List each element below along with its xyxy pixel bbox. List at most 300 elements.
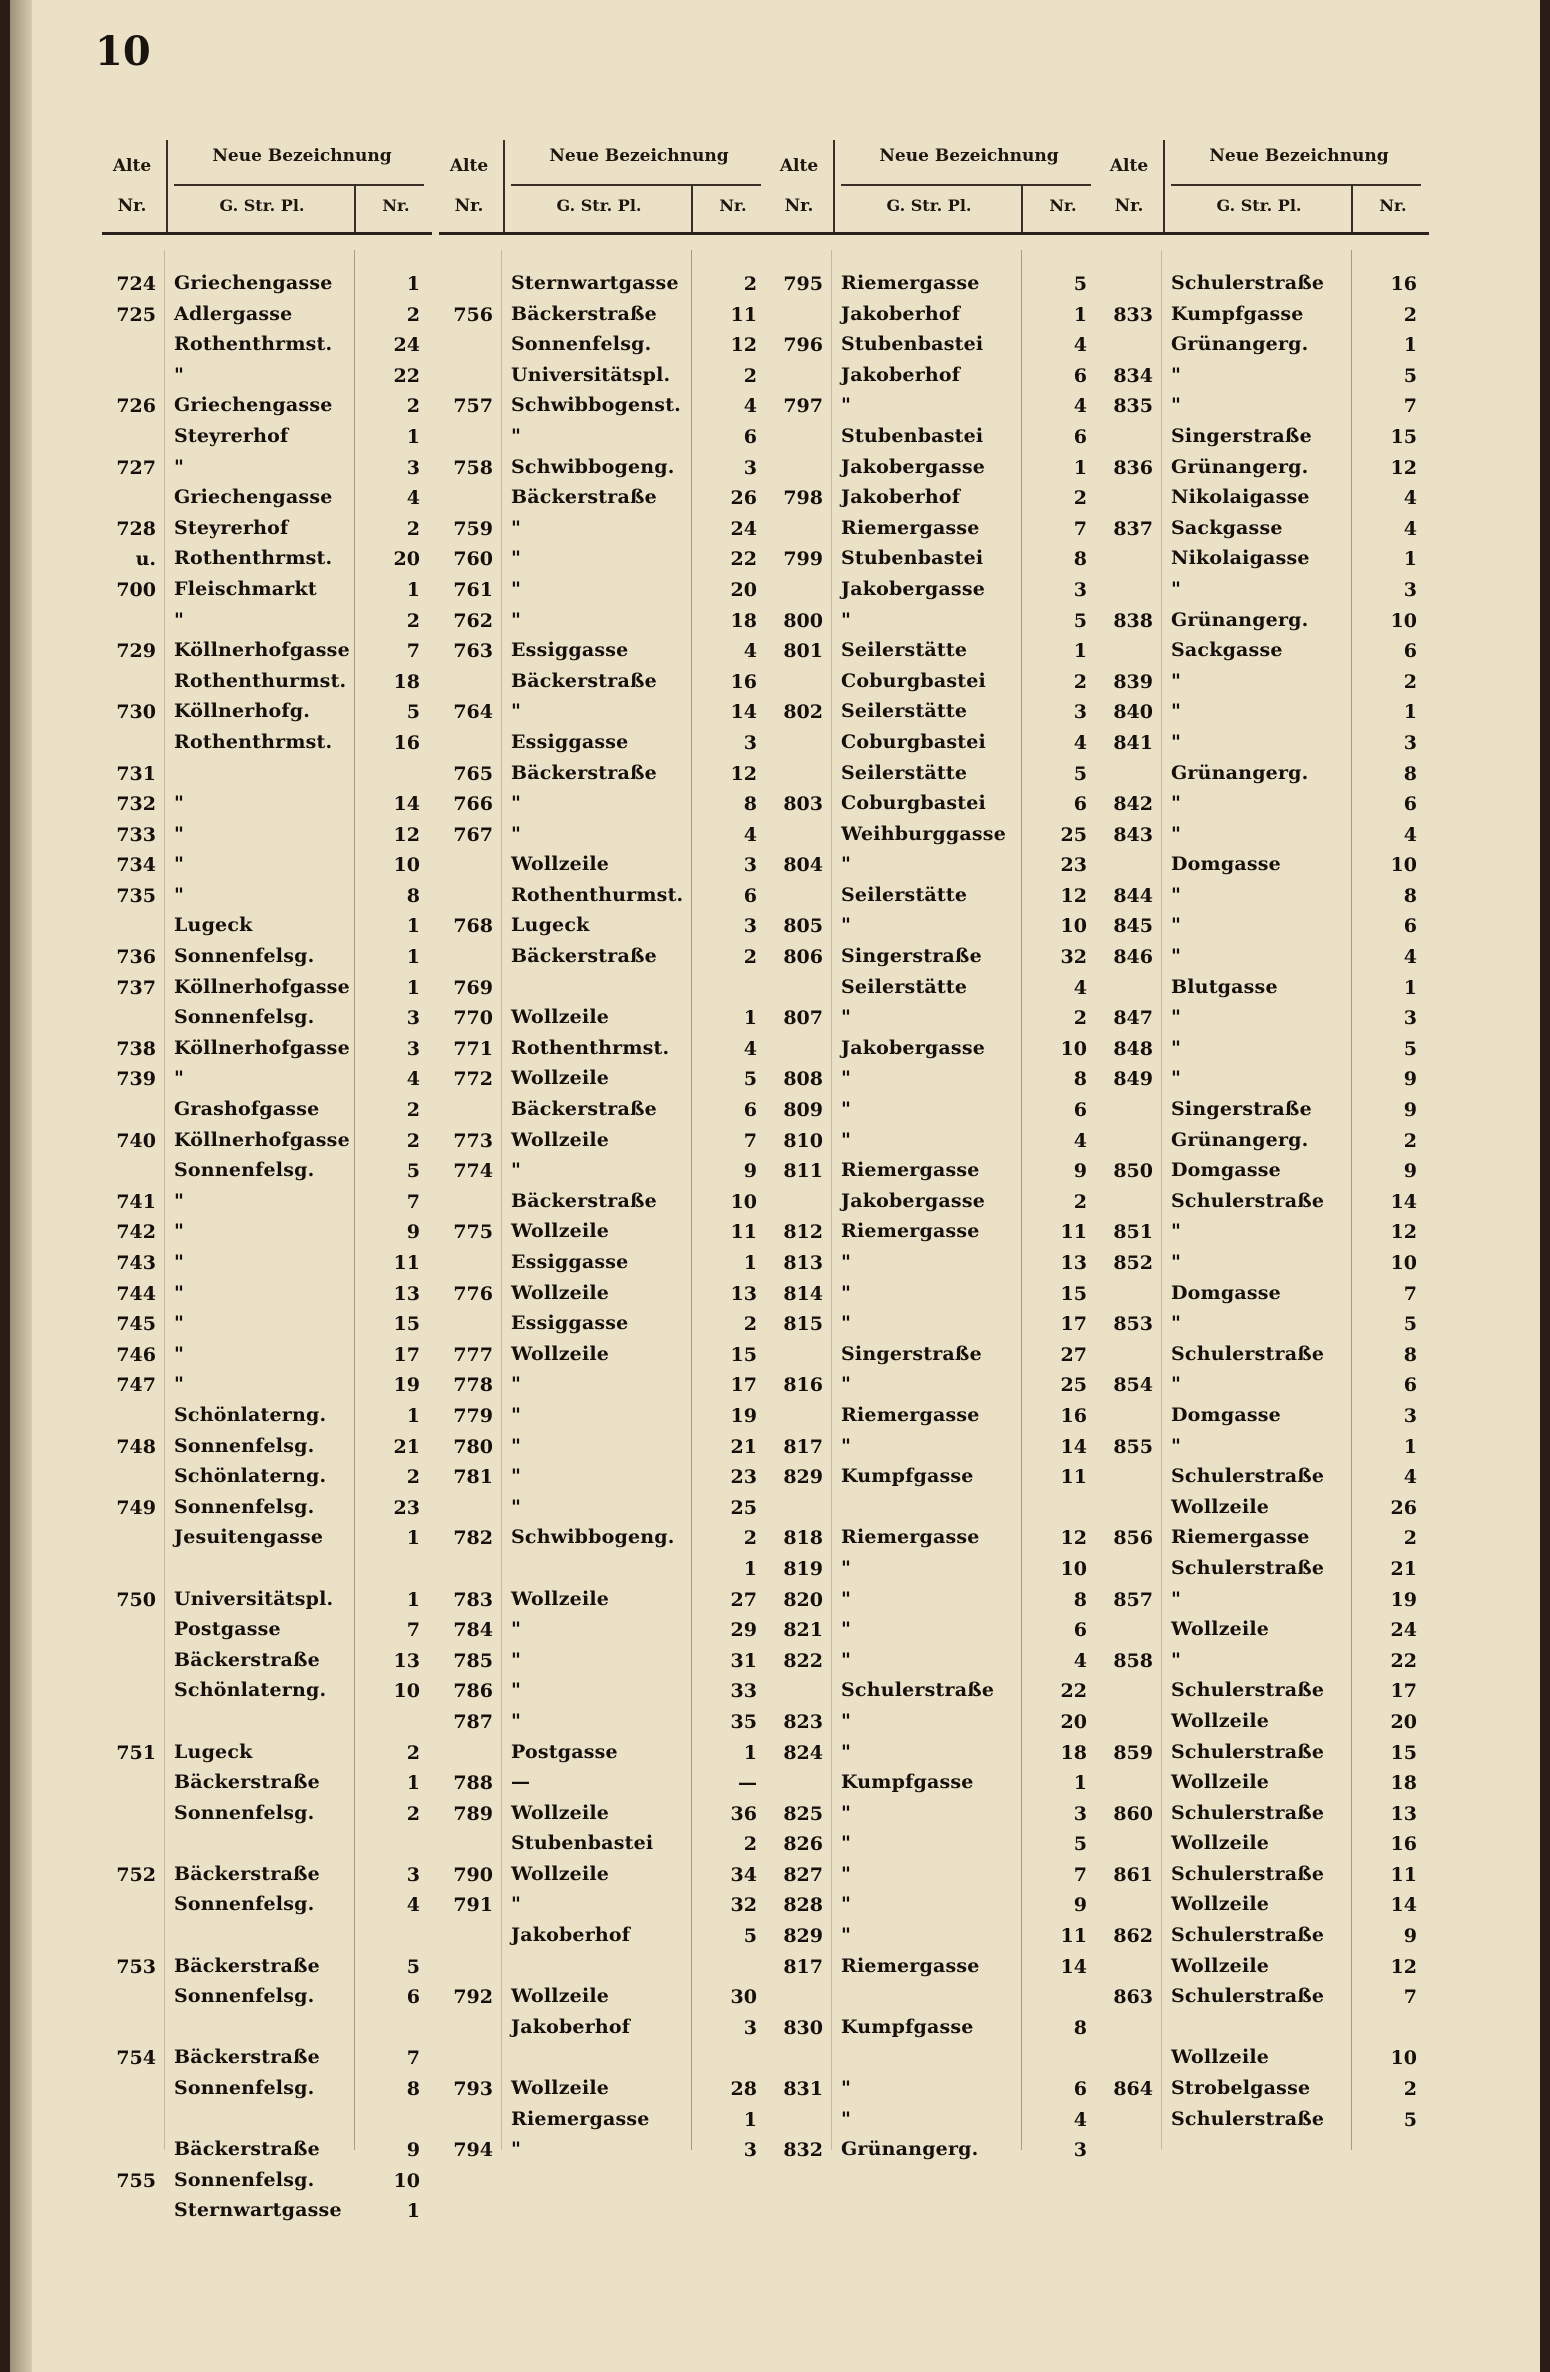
new-number: 12 — [1390, 1955, 1417, 1978]
new-number: 12 — [730, 762, 757, 785]
old-number: 829 — [783, 1466, 823, 1489]
new-number: 26 — [730, 487, 757, 510]
street-name: Sonnenfelsg. — [174, 2077, 315, 2100]
table-row — [102, 1157, 432, 1188]
old-number: 861 — [1113, 1863, 1153, 1886]
table-row — [102, 1310, 432, 1341]
new-number: 8 — [406, 884, 420, 907]
table-row — [769, 1371, 1099, 1402]
old-number: 851 — [1113, 1221, 1153, 1244]
table-row — [1099, 698, 1429, 729]
table-row — [1099, 1708, 1429, 1739]
new-number: 3 — [1403, 1404, 1417, 1427]
table-row — [769, 331, 1099, 362]
old-number: 859 — [1113, 1741, 1153, 1764]
old-number: 733 — [116, 823, 156, 846]
header-divider — [691, 186, 693, 232]
new-number: 10 — [393, 1680, 420, 1703]
new-number: 12 — [1390, 456, 1417, 479]
new-number: 10 — [393, 854, 420, 877]
new-number: 6 — [1403, 640, 1417, 663]
old-number: 813 — [783, 1252, 823, 1274]
old-number: 844 — [1113, 884, 1153, 907]
table-row — [102, 515, 432, 546]
header-new-nr-label: Nr. — [1049, 196, 1077, 215]
table-row — [102, 1708, 432, 1739]
table-row — [102, 1983, 432, 2014]
street-name: Wollzeile — [511, 1128, 610, 1151]
street-name: Adlergasse — [174, 302, 293, 325]
table-row — [102, 2014, 432, 2045]
street-name: Wollzeile — [511, 1342, 610, 1365]
new-number: 1 — [743, 1007, 757, 1030]
street-name: Weihburggasse — [841, 822, 1006, 845]
new-number: 5 — [1073, 1833, 1087, 1856]
street-name: Postgasse — [511, 1740, 618, 1763]
street-name: Kumpfgasse — [1171, 302, 1304, 325]
table-row — [102, 1586, 432, 1617]
street-name: Rothenthrmst. — [174, 730, 333, 753]
new-number: 10 — [1390, 609, 1417, 632]
table-row — [1099, 331, 1429, 362]
street-name: Schulerstraße — [1171, 2107, 1325, 2130]
header-divider — [174, 184, 424, 186]
street-name: Bäckerstraße — [174, 1648, 320, 1671]
table-row — [769, 1004, 1099, 1035]
street-name: Universitätspl. — [174, 1587, 334, 1610]
new-number: 30 — [730, 1986, 757, 2009]
table-row — [439, 1065, 769, 1096]
new-number: 20 — [1060, 1710, 1087, 1733]
new-number: 8 — [1073, 548, 1087, 571]
new-number: 2 — [406, 1741, 420, 1764]
table-row — [1099, 760, 1429, 791]
street-name: " — [1171, 577, 1182, 600]
header-new-nr-label: Nr. — [719, 196, 747, 215]
table-row — [1099, 1463, 1429, 1494]
new-number: 3 — [743, 456, 757, 479]
new-number: 2 — [1073, 1190, 1087, 1213]
table-row — [1099, 1586, 1429, 1617]
street-name: Coburgbastei — [841, 669, 986, 692]
new-number: 3 — [1403, 731, 1417, 754]
new-number: 6 — [1073, 1099, 1087, 1122]
new-number: 1 — [1403, 548, 1417, 571]
street-name: Essiggasse — [511, 639, 629, 662]
new-number: 1 — [406, 425, 420, 448]
table-row — [102, 1800, 432, 1831]
header-neue-bezeichnung: Neue Bezeichnung — [549, 146, 729, 166]
street-name: Wollzeile — [511, 1220, 610, 1243]
old-number: 767 — [453, 823, 493, 846]
header-neue-bezeichnung: Neue Bezeichnung — [1209, 146, 1389, 166]
street-name: Bäckerstraße — [511, 302, 657, 325]
table-row — [102, 2167, 432, 2198]
street-name: Steyrerhof — [174, 516, 289, 539]
street-name: " — [1171, 700, 1182, 723]
old-number: 780 — [453, 1435, 493, 1458]
old-number: 808 — [783, 1068, 823, 1091]
street-name: Schulerstraße — [1171, 1801, 1325, 1824]
street-name: " — [174, 883, 185, 906]
table-row — [102, 1188, 432, 1219]
table-row — [769, 1983, 1099, 2014]
table-row — [102, 1249, 432, 1280]
old-number: 732 — [116, 793, 156, 816]
table-row — [1099, 668, 1429, 699]
street-name: Wollzeile — [1171, 1832, 1270, 1855]
street-name: Coburgbastei — [841, 792, 986, 815]
table-row — [1099, 729, 1429, 760]
new-number: 2 — [743, 1313, 757, 1336]
street-name: Riemergasse — [841, 1403, 980, 1426]
new-number: 14 — [1060, 1955, 1087, 1978]
new-number: 4 — [743, 1037, 757, 1060]
new-number: 3 — [406, 1007, 420, 1030]
street-name: Singerstraße — [841, 945, 982, 968]
street-name: Schönlaterng. — [174, 1403, 327, 1426]
street-name: Wollzeile — [1171, 2046, 1270, 2069]
table-row — [102, 668, 432, 699]
street-name: Sonnenfelsg. — [174, 1985, 315, 2008]
table-row — [102, 1035, 432, 1066]
street-name: Rothenthrmst. — [174, 547, 333, 570]
new-number: 15 — [1390, 425, 1417, 448]
new-number: 10 — [1390, 2047, 1417, 2070]
street-name: " — [1171, 1587, 1182, 1610]
new-number: 4 — [1403, 1466, 1417, 1489]
table-row — [439, 2014, 769, 2045]
old-number: 727 — [116, 456, 156, 479]
street-name: Jesuitengasse — [174, 1526, 324, 1549]
table-row — [769, 1402, 1099, 1433]
street-name: " — [511, 424, 522, 447]
old-number: 835 — [1113, 395, 1153, 418]
old-number: 838 — [1113, 609, 1153, 632]
new-number: 2 — [1403, 1129, 1417, 1152]
new-number: 23 — [1060, 854, 1087, 877]
table-row — [1099, 1830, 1429, 1861]
table-row — [439, 1800, 769, 1831]
street-name: Schulerstraße — [1171, 1740, 1325, 1763]
street-name: Essiggasse — [511, 1312, 629, 1335]
table-row — [769, 423, 1099, 454]
new-number: 4 — [1073, 976, 1087, 999]
table-row — [102, 698, 432, 729]
table-row — [439, 821, 769, 852]
table-section-3 — [769, 140, 1099, 2162]
street-name: Stubenbastei — [841, 547, 984, 570]
old-number: 840 — [1113, 701, 1153, 724]
table-row — [439, 1739, 769, 1770]
table-row — [1099, 1739, 1429, 1770]
table-row — [102, 2075, 432, 2106]
new-number: 14 — [1390, 1894, 1417, 1917]
new-number: 25 — [1060, 1374, 1087, 1397]
old-number: 798 — [783, 487, 823, 510]
table-row — [102, 1433, 432, 1464]
street-name: Jakoberhof — [841, 363, 961, 386]
header-divider — [1171, 184, 1421, 186]
street-name: Wollzeile — [1171, 1893, 1270, 1916]
old-number: 752 — [116, 1863, 156, 1886]
street-name: Bäckerstraße — [511, 761, 657, 784]
street-name: Sonnenfelsg. — [174, 945, 315, 968]
street-name: Griechengasse — [174, 272, 333, 294]
table-row — [769, 392, 1099, 423]
table-row — [769, 1341, 1099, 1372]
table-row — [769, 974, 1099, 1005]
table-row — [439, 454, 769, 485]
table-row — [1099, 974, 1429, 1005]
new-number: 9 — [1403, 1925, 1417, 1948]
table-row — [1099, 1402, 1429, 1433]
header-divider — [1351, 186, 1353, 232]
street-name: Grünangerg. — [1171, 455, 1309, 478]
street-name: Jakobergasse — [841, 1189, 986, 1212]
old-number: 742 — [116, 1221, 156, 1244]
new-number: 13 — [393, 1282, 420, 1305]
old-number: 772 — [453, 1068, 493, 1091]
street-name: " — [841, 1648, 852, 1671]
new-number: 11 — [730, 303, 757, 326]
street-name: Sonnenfelsg. — [174, 1006, 315, 1029]
street-name: Wollzeile — [1171, 1495, 1270, 1518]
street-name: Domgasse — [1171, 1281, 1281, 1304]
table-row — [102, 454, 432, 485]
new-number: 29 — [730, 1619, 757, 1642]
table-row — [1099, 1188, 1429, 1219]
new-number: 10 — [393, 2169, 420, 2192]
old-number: 854 — [1113, 1374, 1153, 1397]
street-name: Seilerstätte — [841, 700, 968, 723]
old-number: 724 — [116, 273, 156, 295]
table-row — [1099, 1953, 1429, 1984]
new-number: 32 — [730, 1894, 757, 1917]
new-number: 5 — [1403, 1313, 1417, 1336]
new-number: 17 — [1390, 1680, 1417, 1703]
street-name: " — [841, 1128, 852, 1151]
old-number: 807 — [783, 1007, 823, 1030]
new-number: 9 — [1403, 1068, 1417, 1091]
old-number: 801 — [783, 640, 823, 663]
street-name: Sackgasse — [1171, 639, 1283, 662]
new-number: 4 — [743, 640, 757, 663]
table-row — [102, 1371, 432, 1402]
old-number: 828 — [783, 1894, 823, 1917]
table-row — [439, 1983, 769, 2014]
table-row — [1099, 882, 1429, 913]
street-name: Sonnenfelsg. — [174, 2168, 315, 2191]
new-number: 21 — [1390, 1557, 1417, 1580]
table-row — [439, 2136, 769, 2167]
new-number: 12 — [1060, 1527, 1087, 1550]
street-name: " — [174, 608, 185, 631]
street-name: Schwibbogeng. — [511, 455, 675, 478]
street-name: Universitätspl. — [511, 363, 671, 386]
table-row — [439, 2075, 769, 2106]
old-number: 797 — [783, 395, 823, 418]
new-number: 13 — [1390, 1802, 1417, 1825]
new-number: 2 — [406, 517, 420, 540]
street-name: Wollzeile — [1171, 1618, 1270, 1641]
new-number: 4 — [1403, 487, 1417, 510]
table-row — [769, 1922, 1099, 1953]
new-number: 15 — [1390, 1741, 1417, 1764]
street-name: Jakoberhof — [841, 486, 961, 509]
table-row — [769, 1800, 1099, 1831]
table-row — [102, 607, 432, 638]
table-row — [1099, 392, 1429, 423]
table-row — [1099, 1555, 1429, 1586]
old-number: 858 — [1113, 1649, 1153, 1672]
table-row — [439, 1280, 769, 1311]
table-row — [769, 2106, 1099, 2137]
street-name: " — [1171, 394, 1182, 417]
table-row — [1099, 851, 1429, 882]
street-name: Griechengasse — [174, 394, 333, 417]
street-name: Jakobergasse — [841, 577, 986, 600]
new-number: 9 — [406, 2139, 420, 2162]
new-number: 14 — [730, 701, 757, 724]
street-name: " — [841, 1709, 852, 1732]
old-number: 817 — [783, 1435, 823, 1458]
header-nr-label: Nr. — [784, 196, 814, 216]
old-number: 747 — [116, 1374, 156, 1397]
street-name: " — [174, 792, 185, 815]
table-row — [439, 515, 769, 546]
street-name: Jakoberhof — [511, 1924, 631, 1947]
old-number: 739 — [116, 1068, 156, 1091]
old-number: 805 — [783, 915, 823, 938]
street-name: " — [841, 1098, 852, 1121]
old-number: 849 — [1113, 1068, 1153, 1091]
table-row — [102, 1739, 432, 1770]
table-row — [439, 1463, 769, 1494]
table-row — [769, 454, 1099, 485]
street-name: Wollzeile — [511, 1862, 610, 1885]
table-row — [439, 484, 769, 515]
new-number: 2 — [1403, 1527, 1417, 1550]
old-number: 762 — [453, 609, 493, 632]
new-number: 13 — [393, 1649, 420, 1672]
table-row — [439, 423, 769, 454]
new-number: 1 — [406, 2200, 420, 2223]
old-number: 729 — [116, 640, 156, 663]
old-number: 836 — [1113, 456, 1153, 479]
street-name: Köllnerhofgasse — [174, 639, 350, 662]
header-divider — [1021, 186, 1023, 232]
table-row — [1099, 1371, 1429, 1402]
street-name: " — [841, 1067, 852, 1090]
new-number: 19 — [1390, 1588, 1417, 1611]
street-name: " — [841, 1618, 852, 1641]
street-name: Schulerstraße — [1171, 1189, 1325, 1212]
new-number: 3 — [1073, 578, 1087, 601]
new-number: 9 — [406, 1221, 420, 1244]
street-name: Sonnenfelsg. — [174, 1801, 315, 1824]
table-row — [439, 1004, 769, 1035]
new-number: 6 — [1403, 793, 1417, 816]
new-number: 5 — [1073, 609, 1087, 632]
table-row — [102, 331, 432, 362]
table-row — [439, 545, 769, 576]
new-number: 1 — [1403, 1435, 1417, 1458]
street-name: " — [511, 2138, 522, 2161]
new-number: 13 — [1060, 1252, 1087, 1274]
street-name: " — [1171, 1006, 1182, 1029]
street-name: Steyrerhof — [174, 424, 289, 447]
old-number: 837 — [1113, 517, 1153, 540]
old-number: 782 — [453, 1527, 493, 1550]
table-row — [769, 1310, 1099, 1341]
new-number: 3 — [406, 456, 420, 479]
new-number: 6 — [1073, 364, 1087, 387]
table-row — [1099, 1096, 1429, 1127]
table-row — [769, 1830, 1099, 1861]
header-alte-label: Alte — [1109, 156, 1149, 176]
street-name: " — [841, 1801, 852, 1824]
new-number: 1 — [406, 1404, 420, 1427]
new-number: 4 — [1073, 395, 1087, 418]
table-row — [1099, 1127, 1429, 1158]
new-number: 6 — [1073, 425, 1087, 448]
header-divider — [1163, 140, 1165, 232]
table-row — [102, 851, 432, 882]
new-number: 2 — [1073, 487, 1087, 510]
street-name: " — [511, 1495, 522, 1518]
new-number: 24 — [730, 517, 757, 540]
new-number: 34 — [730, 1863, 757, 1886]
old-number: 812 — [783, 1221, 823, 1244]
table-row — [769, 576, 1099, 607]
new-number: 6 — [1403, 1374, 1417, 1397]
new-number: 1 — [743, 2108, 757, 2131]
street-name: Wollzeile — [511, 1985, 610, 2008]
new-number: 4 — [1403, 946, 1417, 969]
table-row — [102, 1647, 432, 1678]
table-row — [102, 943, 432, 974]
old-number: 794 — [453, 2139, 493, 2162]
old-number: 770 — [453, 1007, 493, 1030]
street-name: Blutgasse — [1171, 975, 1278, 998]
table-row — [102, 1524, 432, 1555]
new-number: 1 — [406, 1772, 420, 1795]
new-number: 22 — [1390, 1649, 1417, 1672]
table-row — [769, 1647, 1099, 1678]
book-page — [10, 0, 1540, 2372]
table-row — [1099, 1494, 1429, 1525]
new-number: 23 — [393, 1496, 420, 1519]
new-number: 4 — [1073, 1649, 1087, 1672]
header-alte-nr — [1099, 146, 1159, 226]
old-number: 825 — [783, 1802, 823, 1825]
new-number: 1 — [406, 578, 420, 601]
street-name: " — [511, 1159, 522, 1182]
table-row — [439, 270, 769, 301]
table-row — [102, 1402, 432, 1433]
old-number: 775 — [453, 1221, 493, 1244]
page-number: 10 — [95, 28, 151, 75]
old-number: 746 — [116, 1343, 156, 1366]
header-alte-label: Alte — [449, 156, 489, 176]
table-row — [439, 912, 769, 943]
old-number: 738 — [116, 1037, 156, 1060]
new-number: 18 — [1060, 1741, 1087, 1764]
new-number: 12 — [393, 823, 420, 846]
table-row — [439, 392, 769, 423]
table-row — [439, 1616, 769, 1647]
